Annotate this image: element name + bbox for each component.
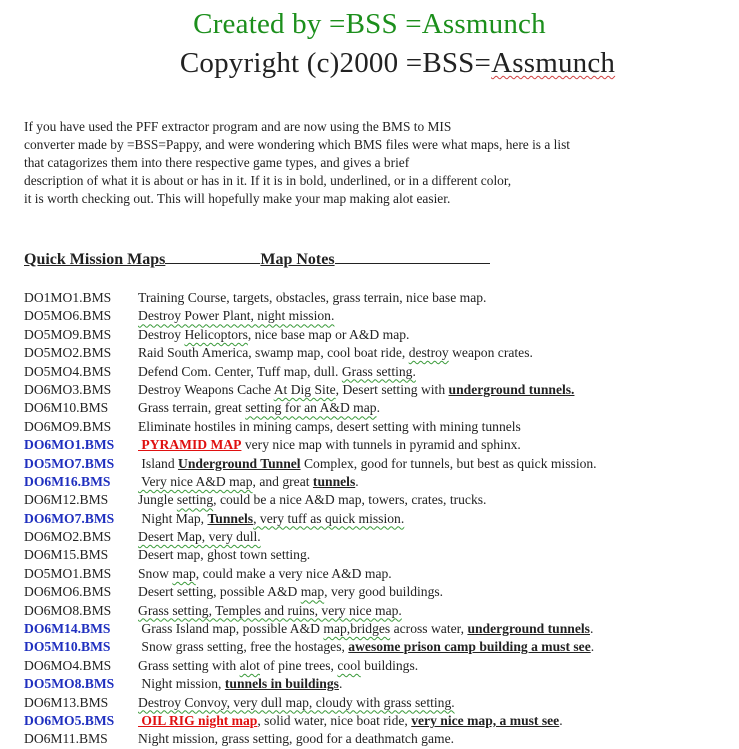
map-note	[138, 566, 392, 581]
map-note	[138, 621, 593, 636]
map-note-segment: Desert map, ghost town setting.	[138, 547, 311, 563]
map-note-segment: Grass setting.	[341, 363, 416, 379]
map-note	[138, 547, 310, 562]
map-note-segment: , could make a very nice A&D map.	[195, 565, 392, 581]
map-file-name: DO6MO2.BMS	[24, 529, 112, 545]
map-note-segment: buildings.	[360, 657, 419, 673]
map-note-segment: .	[355, 473, 359, 489]
map-note-segment: underground tunnels	[467, 621, 590, 637]
map-note-segment: underground tunnels.	[448, 381, 575, 397]
map-file-name: DO5MO8.BMS	[24, 676, 115, 692]
map-note-segment: , solid water, nice boat ride,	[257, 712, 412, 728]
title-created-by-text: Created by =BSS =Assmunch	[193, 8, 546, 40]
map-note	[138, 308, 334, 323]
map-note	[138, 382, 574, 397]
map-row	[24, 638, 739, 656]
map-note-segment: Very nice A&D map	[138, 473, 253, 489]
copyright-prefix: Copyright (c)2000 =BSS=	[179, 47, 492, 79]
map-file-name: DO6MO4.BMS	[24, 657, 112, 673]
map-file-name: DO5MO7.BMS	[24, 455, 115, 471]
map-note-segment: .	[559, 712, 563, 728]
map-note-segment: , very tuff as quick mission.	[253, 510, 405, 526]
map-row	[24, 289, 739, 307]
map-file-name: DO6M13.BMS	[24, 694, 109, 710]
map-note-segment: Training Course, targets, obstacles, grass terrain, nice base map.	[138, 290, 487, 305]
map-note	[138, 658, 418, 673]
map-row	[24, 675, 739, 693]
map-note-segment: Raid South America, swamp map, cool boat ride,	[138, 345, 409, 361]
map-row	[24, 602, 739, 620]
map-row	[24, 546, 739, 564]
map-note-segment: Destroy Weapons Cache	[138, 381, 274, 397]
map-note	[138, 290, 486, 305]
map-note	[138, 639, 594, 654]
map-note-segment: .	[590, 639, 595, 655]
title-copyright	[0, 43, 739, 83]
map-note-segment: .	[376, 400, 380, 416]
intro-line: that catagorizes them into there respective game types, and gives a brief	[24, 155, 410, 170]
map-note	[138, 364, 416, 379]
map-note	[138, 327, 409, 342]
map-note-segment: .	[338, 676, 343, 692]
map-file-name: DO5MO6.BMS	[24, 308, 112, 324]
map-row	[24, 455, 739, 473]
intro-paragraph	[24, 118, 724, 208]
map-row	[24, 491, 739, 509]
map-note-segment: Eliminate hostiles in mining camps, desert setting with mining tunnels	[138, 418, 521, 434]
map-row	[24, 307, 739, 325]
intro-line: it is worth checking out. This will hopefully make your map making alot easier.	[24, 191, 451, 206]
map-row	[24, 565, 739, 583]
map-row	[24, 436, 739, 454]
map-row	[24, 326, 739, 344]
map-note-segment: Night mission, grass setting, good for a deathmatch game.	[138, 731, 454, 747]
map-note	[138, 731, 454, 746]
map-note-segment: Grass terrain, great	[138, 400, 246, 416]
map-file-name: DO5MO1.BMS	[24, 565, 112, 581]
map-row	[24, 418, 739, 436]
map-note	[138, 511, 404, 526]
map-note-segment: destroy	[408, 345, 449, 361]
map-note-segment: very nice map with tunnels in pyramid and sphinx.	[241, 437, 521, 453]
map-note-segment: Island	[138, 455, 179, 471]
map-file-name: DO5MO9.BMS	[24, 326, 112, 342]
map-list	[24, 289, 739, 749]
map-note-segment: map,bridges	[323, 621, 391, 637]
map-row	[24, 473, 739, 491]
table-header	[24, 248, 544, 271]
map-note-segment: tunnels in buildings	[224, 676, 339, 692]
map-note-segment: Destroy	[138, 326, 185, 342]
map-note-segment: very nice map, a must see	[411, 712, 560, 728]
map-note-segment: Complex, good for tunnels, but best as quick mission.	[300, 455, 597, 471]
map-note	[138, 474, 359, 489]
map-note	[138, 529, 261, 544]
map-row	[24, 730, 739, 748]
map-note	[138, 603, 402, 618]
map-file-name: DO6M11.BMS	[24, 731, 108, 747]
map-note-segment: Destroy Power Plant, night mission.	[138, 308, 335, 324]
map-note	[138, 400, 380, 415]
map-note-segment: At Dig Site	[273, 381, 336, 397]
map-note	[138, 345, 533, 360]
map-file-name: DO5MO4.BMS	[24, 363, 112, 379]
map-row	[24, 399, 739, 417]
map-note-segment: awesome prison camp building a must see	[348, 639, 591, 655]
map-note-segment: weapon crates.	[448, 345, 533, 361]
map-file-name: DO6MO1.BMS	[24, 437, 115, 453]
map-note-segment: alot	[239, 657, 260, 673]
map-note-segment: PYRAMID MAP	[138, 437, 242, 453]
map-note-segment: , Desert setting with	[335, 381, 449, 397]
map-note-segment: .	[589, 621, 594, 637]
map-note-segment: Desert setting, possible A&D	[138, 584, 301, 600]
map-note-segment: Snow	[138, 565, 173, 581]
map-row	[24, 363, 739, 381]
map-note-segment: Defend Com. Center, Tuff map, dull.	[138, 363, 342, 379]
map-note-segment: Helicoptors	[184, 326, 248, 342]
map-row	[24, 344, 739, 362]
map-note-segment: Underground Tunnel	[178, 455, 301, 471]
header-underline-spacer	[335, 248, 490, 264]
map-row	[24, 694, 739, 712]
map-note-segment: , nice base map or A&D map.	[247, 326, 410, 342]
map-note-segment: setting	[176, 492, 214, 508]
copyright-name: Assmunch	[491, 47, 616, 79]
map-row	[24, 510, 739, 528]
map-note-segment: of pine trees,	[259, 657, 338, 673]
map-row	[24, 381, 739, 399]
map-note	[138, 456, 597, 471]
map-note-segment: OIL RIG night map	[138, 712, 258, 728]
intro-line: If you have used the PFF extractor program and are now using the BMS to MIS	[24, 119, 452, 134]
intro-line: description of what it is about or has in it. If it is in bold, underlined, or in a different color,	[24, 173, 512, 188]
map-file-name: DO6M12.BMS	[24, 492, 109, 508]
map-file-name: DO6MO6.BMS	[24, 584, 112, 600]
map-note-segment: , and great	[252, 473, 313, 489]
map-note-segment: Grass Island map, possible A&D	[138, 621, 324, 637]
map-note-segment: across water,	[390, 621, 468, 637]
map-note-segment: , could be a nice A&D map, towers, crates, trucks.	[213, 492, 487, 508]
map-file-name: DO6MO5.BMS	[24, 712, 115, 728]
intro-line: converter made by =BSS=Pappy, and were wondering which BMS files were what maps, here is a list	[24, 137, 571, 152]
map-note-segment: Grass setting with	[138, 657, 240, 673]
map-file-name: DO6M10.BMS	[24, 400, 109, 416]
map-note	[138, 695, 455, 710]
map-note-segment: , very good buildings.	[324, 584, 444, 600]
map-note-segment: Jungle	[138, 492, 177, 508]
header-map-notes: Map Notes	[260, 251, 335, 268]
map-file-name: DO5M10.BMS	[24, 639, 111, 655]
map-note-segment: Destroy Convoy, very dull map, cloudy with grass setting.	[138, 694, 455, 710]
map-file-name: DO6MO7.BMS	[24, 510, 115, 526]
map-note-segment: Night Map,	[138, 510, 208, 526]
map-file-name: DO6M16.BMS	[24, 473, 111, 489]
map-note-segment: setting for an A&D map	[245, 400, 377, 416]
map-file-name: DO6M14.BMS	[24, 621, 111, 637]
map-note-segment: Desert Map, very dull.	[138, 529, 261, 545]
map-note	[138, 676, 342, 691]
map-file-name: DO1MO1.BMS	[24, 290, 112, 305]
map-note-segment: Night mission,	[138, 676, 225, 692]
map-note-segment: Tunnels	[207, 510, 254, 526]
map-note-segment: Grass setting, Temples and ruins, very nice map.	[138, 602, 402, 618]
title-created-by	[0, 4, 739, 44]
map-row	[24, 583, 739, 601]
map-note-segment: map	[172, 565, 196, 581]
map-file-name: DO5MO2.BMS	[24, 345, 112, 361]
map-row	[24, 620, 739, 638]
map-note	[138, 437, 521, 452]
map-note	[138, 492, 486, 507]
map-row	[24, 528, 739, 546]
map-note-segment: map	[300, 584, 325, 600]
map-row	[24, 712, 739, 730]
map-note-segment: tunnels	[312, 473, 356, 489]
header-quick-mission-maps: Quick Mission Maps	[24, 251, 166, 268]
map-file-name: DO6MO3.BMS	[24, 381, 112, 397]
map-file-name: DO6MO9.BMS	[24, 418, 112, 434]
map-file-name: DO6MO8.BMS	[24, 602, 112, 618]
map-note	[138, 584, 443, 599]
map-row	[24, 657, 739, 675]
map-note	[138, 419, 521, 434]
map-file-name: DO6M15.BMS	[24, 547, 109, 563]
map-note	[138, 713, 563, 728]
header-underline-spacer	[165, 248, 260, 264]
map-note-segment: cool	[337, 657, 361, 673]
map-note-segment: Snow grass setting, free the hostages,	[138, 639, 349, 655]
